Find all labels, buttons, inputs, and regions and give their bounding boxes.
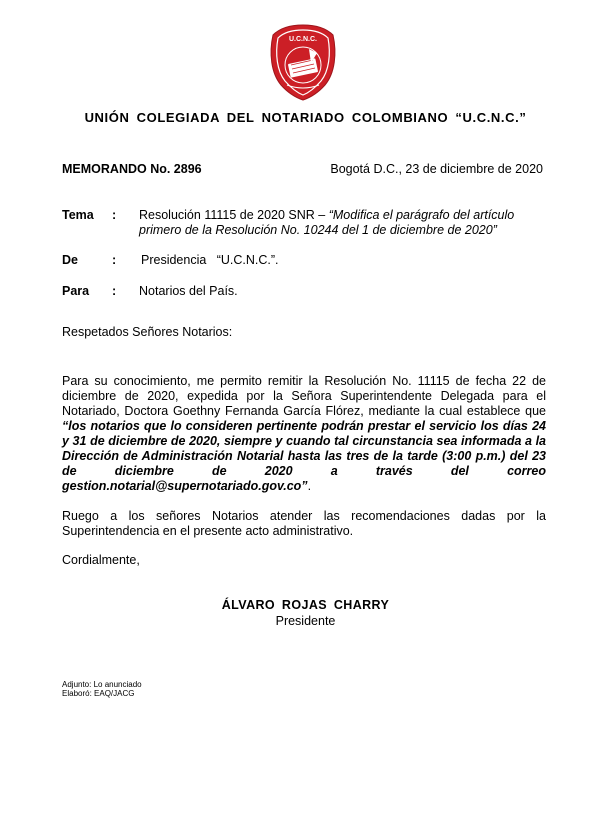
de-value: Presidencia “U.C.N.C.”. [141, 253, 279, 267]
para-colon: : [112, 284, 117, 298]
ucnc-logo [267, 23, 339, 101]
tema-label: Tema [62, 208, 94, 222]
body-paragraph-2: Ruego a los señores Notarios atender las recomendaciones dadas por la Superintendencia en el presente acto administrativo. [62, 509, 546, 538]
de-label: De [62, 253, 78, 267]
p1-intro: Para su conocimiento, me permito remitir la Resolución No. 11115 de fecha 22 de diciembre de 2020, expedida por la Señora Superintendente Delegada para el Notariado, Doctora Goethny Fernanda García Flórez, mediante la cual establece que [62, 374, 546, 418]
de-colon: : [112, 253, 117, 267]
signer-name: ÁLVARO ROJAS CHARRY [221, 598, 390, 612]
tema-colon: : [112, 208, 117, 222]
para-value: Notarios del País. [139, 284, 238, 298]
footnote-adjunto: Adjunto: Lo anunciado [62, 680, 142, 689]
tema-value [139, 208, 549, 238]
tema-resolution: Resolución 11115 de 2020 SNR – [139, 208, 329, 222]
tema-subject: “Modifica el parágrafo del artículo primero de la Resolución No. 10244 del 1 de diciembre de 2020” [139, 208, 515, 237]
salutation: Respetados Señores Notarios: [62, 325, 233, 339]
organization-title: UNIÓN COLEGIADA DEL NOTARIADO COLOMBIANO “U.C.N.C.” [84, 110, 527, 125]
ucnc-shield-icon [267, 23, 339, 101]
closing: Cordialmente, [62, 553, 140, 567]
memo-date: Bogotá D.C., 23 de diciembre de 2020 [330, 162, 543, 176]
footnote-elaboro: Elaboró: EAQ/JACG [62, 689, 135, 698]
logo-lettering: U.C.N.C. [289, 36, 317, 43]
memo-number: MEMORANDO No. 2896 [62, 162, 202, 176]
p1-quote: “los notarios que lo consideren pertinente podrán prestar el servicio los días 24 y 31 de diciembre de 2020, siempre y cuando tal circunstancia sea informada a la Dirección de Administración Notarial hasta las tres de la tarde (3:00 p.m.) del 23 de diciembre de 2020 a través del correo gestion.notarial@supernotariado.gov.co” [62, 419, 546, 493]
para-label: Para [62, 284, 90, 298]
signer-title: Presidente [275, 614, 336, 628]
body-paragraph-1 [62, 374, 546, 494]
p1-end: . [307, 479, 312, 493]
